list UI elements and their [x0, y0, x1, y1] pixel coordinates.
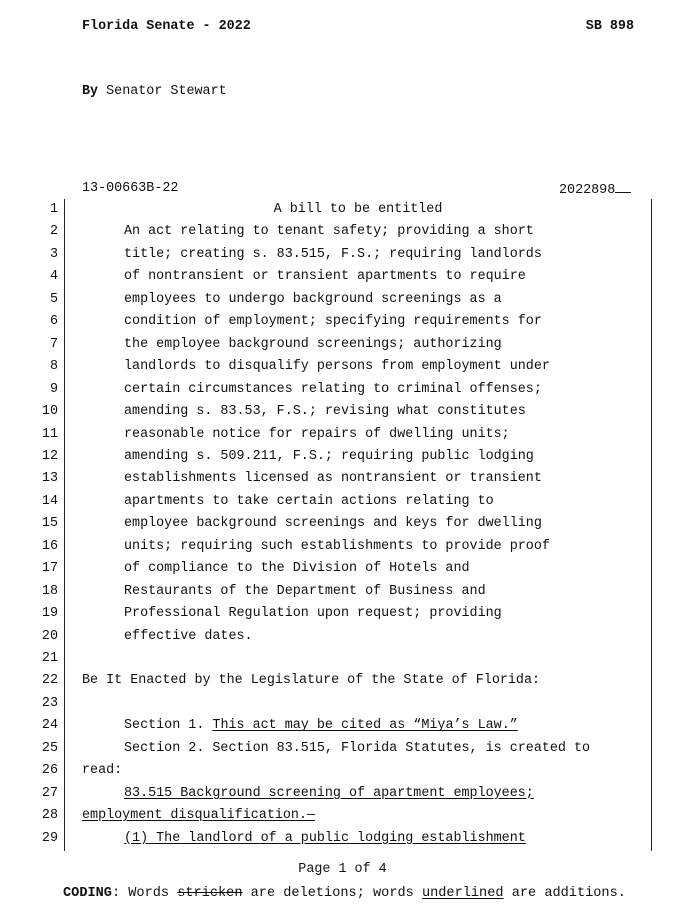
bill-title-heading: A bill to be entitled	[273, 202, 443, 217]
bill-code-text: 2022898	[559, 183, 616, 198]
line-number: 18	[41, 583, 58, 599]
coding-text-a: : Words	[111, 886, 178, 901]
line-number: 16	[41, 538, 58, 554]
bill-line-text: An act relating to tenant safety; providing a short	[124, 224, 534, 240]
bill-line-text: certain circumstances relating to criminal offenses;	[124, 381, 542, 397]
line-number: 2	[49, 224, 58, 240]
bill-line-text: Be It Enacted by the Legislature of the State of Florida:	[82, 673, 541, 689]
bill-code-blank	[615, 181, 631, 193]
line-number: 12	[41, 448, 58, 464]
line-number: 10	[41, 404, 58, 420]
bill-code	[559, 181, 631, 198]
coding-label: CODING	[63, 886, 112, 901]
page-indicator: Page 1 of 4	[298, 862, 387, 877]
bill-line-text: of compliance to the Division of Hotels and	[124, 561, 470, 577]
sponsor-by-label: By	[82, 84, 99, 99]
bill-line-text: condition of employment; specifying requirements for	[124, 314, 542, 330]
line-number: 5	[49, 291, 58, 307]
line-number: 24	[41, 718, 58, 734]
line-number: 28	[41, 808, 58, 824]
bill-line-text: units; requiring such establishments to provide proof	[124, 538, 550, 554]
line-number: 22	[41, 673, 58, 689]
coding-text-b: are deletions; words	[242, 886, 422, 901]
bill-line-text: reasonable notice for repairs of dwelling units;	[124, 426, 510, 442]
bill-line-text	[82, 786, 534, 801]
left-margin-rule	[64, 199, 65, 851]
line-number: 27	[41, 785, 58, 801]
line-number: 19	[41, 606, 58, 622]
bill-line-text	[82, 718, 518, 733]
underlined-addition: This act may be cited as “Miya’s Law.”	[212, 718, 518, 734]
line-prefix: Section 1.	[124, 718, 213, 734]
line-number: 15	[41, 516, 58, 532]
line-number: 3	[49, 246, 58, 262]
bill-line-text: of nontransient or transient apartments to require	[124, 269, 526, 285]
line-number: 25	[41, 740, 58, 756]
sponsor-line	[82, 84, 227, 99]
line-number: 11	[41, 426, 58, 442]
bill-line-text	[82, 808, 315, 823]
header-chamber-year: Florida Senate - 2022	[82, 19, 251, 34]
underlined-addition: (1) The landlord of a public lodging establishment	[124, 830, 526, 846]
line-number: 14	[41, 493, 58, 509]
coding-underlined-sample: underlined	[421, 886, 504, 901]
line-number: 17	[41, 561, 58, 577]
bill-line-text: establishments licensed as nontransient or transient	[124, 471, 542, 487]
coding-stricken-sample: stricken	[177, 886, 243, 901]
bill-line-text: Section 2. Section 83.515, Florida Statutes, is created to	[124, 740, 591, 756]
right-margin-rule	[651, 199, 652, 851]
line-number: 21	[41, 651, 58, 666]
line-number: 1	[49, 202, 58, 217]
underlined-addition: employment disqualification.—	[82, 808, 316, 824]
line-number: 29	[41, 830, 58, 846]
bill-line-text: employee background screenings and keys for dwelling	[124, 516, 542, 532]
line-number: 23	[41, 695, 58, 711]
coding-legend	[63, 886, 626, 901]
bill-line-text: employees to undergo background screenings as a	[124, 291, 502, 307]
line-number: 26	[41, 763, 58, 779]
bill-line-text: Restaurants of the Department of Business and	[124, 583, 486, 599]
bill-line-text: effective dates.	[124, 628, 253, 644]
bill-line-text: amending s. 509.211, F.S.; requiring public lodging	[124, 448, 534, 464]
line-number: 20	[41, 628, 58, 644]
coding-text-c: are additions.	[503, 886, 626, 901]
bill-line-text: amending s. 83.53, F.S.; revising what constitutes	[124, 404, 526, 420]
bill-line-text: title; creating s. 83.515, F.S.; requiring landlords	[124, 246, 542, 262]
line-number: 6	[49, 314, 58, 330]
bill-line-text: Professional Regulation upon request; providing	[124, 606, 502, 622]
bill-line-text: read:	[82, 763, 123, 779]
line-number: 9	[49, 381, 58, 397]
bill-line-text: landlords to disqualify persons from employment under	[124, 359, 550, 375]
bill-line-text: apartments to take certain actions relating to	[124, 493, 494, 509]
underlined-addition: 83.515 Background screening of apartment employees;	[124, 785, 534, 801]
sponsor-name: Senator Stewart	[106, 84, 227, 99]
document-number: 13-00663B-22	[82, 181, 179, 196]
line-number: 7	[49, 336, 58, 352]
line-number: 4	[49, 269, 58, 285]
bill-line-text: the employee background screenings; authorizing	[124, 336, 502, 352]
line-number: 13	[41, 471, 58, 487]
bill-line-text	[82, 831, 526, 846]
header-bill-number: SB 898	[585, 19, 634, 34]
line-number: 8	[49, 359, 58, 375]
